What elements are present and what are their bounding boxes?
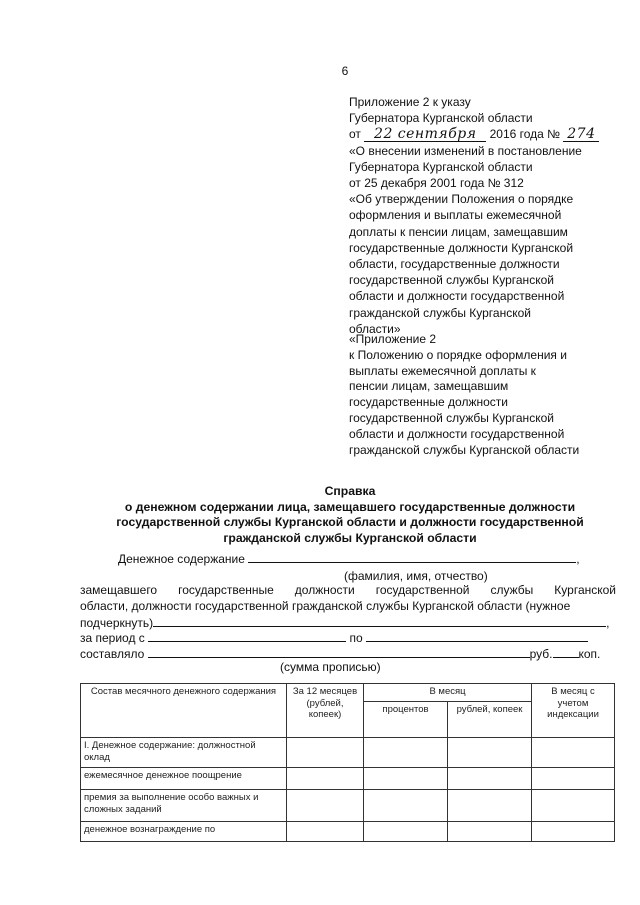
table-cell[interactable] [532,738,615,768]
table-cell[interactable] [287,738,364,768]
table-row [81,738,615,768]
appendix2-line: государственные должности [349,395,508,410]
period-to-label: по [349,631,363,645]
period-row [80,629,588,645]
appendix-line: Губернатора Курганской области [349,111,533,126]
amount-hint: (сумма прописью) [280,660,381,674]
table-cell[interactable] [448,790,532,822]
appendix2-line: «Приложение 2 [349,332,437,346]
appendix-line: «О внесении изменений в постановление [349,143,582,158]
appendix-line: от 25 декабря 2001 года № 312 [349,176,524,191]
header-composition: Состав месячного денежного содержания [81,684,287,738]
table-cell[interactable] [364,790,448,822]
kop-label: коп. [578,647,601,661]
appendix2-line: гражданской службы Курганской области [349,442,580,457]
position-end: , [606,616,610,630]
position-line: области, должности государственной гражданской службы Курганской области (нужное [80,599,571,613]
appendix-line: области» [349,321,401,336]
header-rubles: рублей, копеек [448,702,532,738]
appendix-block [349,94,621,337]
title-line: гражданской службы Курганской области [223,530,477,545]
title-line: государственной службы Курганской области и должности государственной [116,515,584,529]
header-per-month: В месяц [364,684,532,702]
rub-label: руб. [529,647,553,661]
handwritten-date: 22 сентября [364,128,486,142]
year-text: 2016 года № [489,127,561,142]
position-line: замещавшего государственные должности государственной службы Курганской [80,583,616,597]
table-cell[interactable] [532,790,615,822]
salary-row [118,550,580,566]
appendix-line: «Об утверждении Положения о порядке [349,192,574,207]
position-blank-field[interactable] [153,614,606,627]
appendix-line: гражданской службы Курганской [349,305,531,320]
table-cell[interactable] [532,768,615,790]
table-cell[interactable] [364,738,448,768]
amount-row [80,645,600,661]
period-label: за период с [80,631,145,645]
appendix2-line: области и должности государственной [349,426,565,441]
table-row [81,822,615,842]
name-hint: (фамилия, имя, отчество) [344,569,488,583]
document-title [80,484,620,546]
salary-end: , [576,552,580,566]
handwritten-number: 274 [563,128,599,142]
period-to-field[interactable] [366,629,588,642]
kopeck-field[interactable] [553,645,579,658]
appendix-line: области, государственные должности [349,257,560,272]
page-number: 6 [341,64,349,78]
title-line: о денежном содержании лица, замещавшего государственные должности [124,499,576,514]
table-header-row [81,684,615,702]
table-cell[interactable] [287,822,364,842]
appendix-line: государственной службы Курганской [349,273,554,288]
appendix-line: доплаты к пенсии лицам, замещавшим [349,224,568,239]
header-12-months: За 12 месяцев (рублей, копеек) [287,684,364,738]
appendix2-line: выплаты ежемесячной доплаты к [349,363,536,378]
row-label: денежное вознаграждение по [81,822,287,842]
amount-field[interactable] [148,645,530,658]
appendix2-line: государственной службы Курганской [349,410,554,425]
table-cell[interactable] [532,822,615,842]
table-row [81,768,615,790]
date-prefix: от [349,127,361,142]
appendix2-block [349,332,621,458]
title-heading: Справка [324,484,376,498]
table-row [81,790,615,822]
amount-label: составляло [80,647,145,661]
table-cell[interactable] [287,768,364,790]
appendix-line: государственные должности Курганской [349,240,574,255]
table-cell[interactable] [364,768,448,790]
table-cell[interactable] [364,822,448,842]
position-line-3 [80,614,609,630]
row-label: I. Денежное содержание: должностной оклад [81,738,287,768]
period-from-field[interactable] [148,629,346,642]
table-cell[interactable] [448,738,532,768]
row-label: премия за выполнение особо важных и сложных заданий [81,790,287,822]
appendix-line: области и должности государственной [349,289,565,304]
salary-blank-field[interactable] [248,550,576,563]
appendix-line: Губернатора Курганской области [349,159,533,174]
row-label: ежемесячное денежное поощрение [81,768,287,790]
appendix-date-line [349,126,621,142]
appendix2-line: пенсии лицам, замещавшим [349,379,509,394]
salary-table [80,683,615,842]
position-hint: подчеркнуть) [80,616,154,630]
table-cell[interactable] [448,768,532,790]
table-cell[interactable] [448,822,532,842]
table-cell[interactable] [287,790,364,822]
header-percent: процентов [364,702,448,738]
salary-label: Денежное содержание [118,552,245,566]
appendix-line: оформления и выплаты ежемесячной [349,208,562,223]
header-indexed: В месяц с учетом индексации [532,684,615,738]
appendix2-line: к Положению о порядке оформления и [349,347,567,362]
appendix-line: Приложение 2 к указу [349,95,471,109]
